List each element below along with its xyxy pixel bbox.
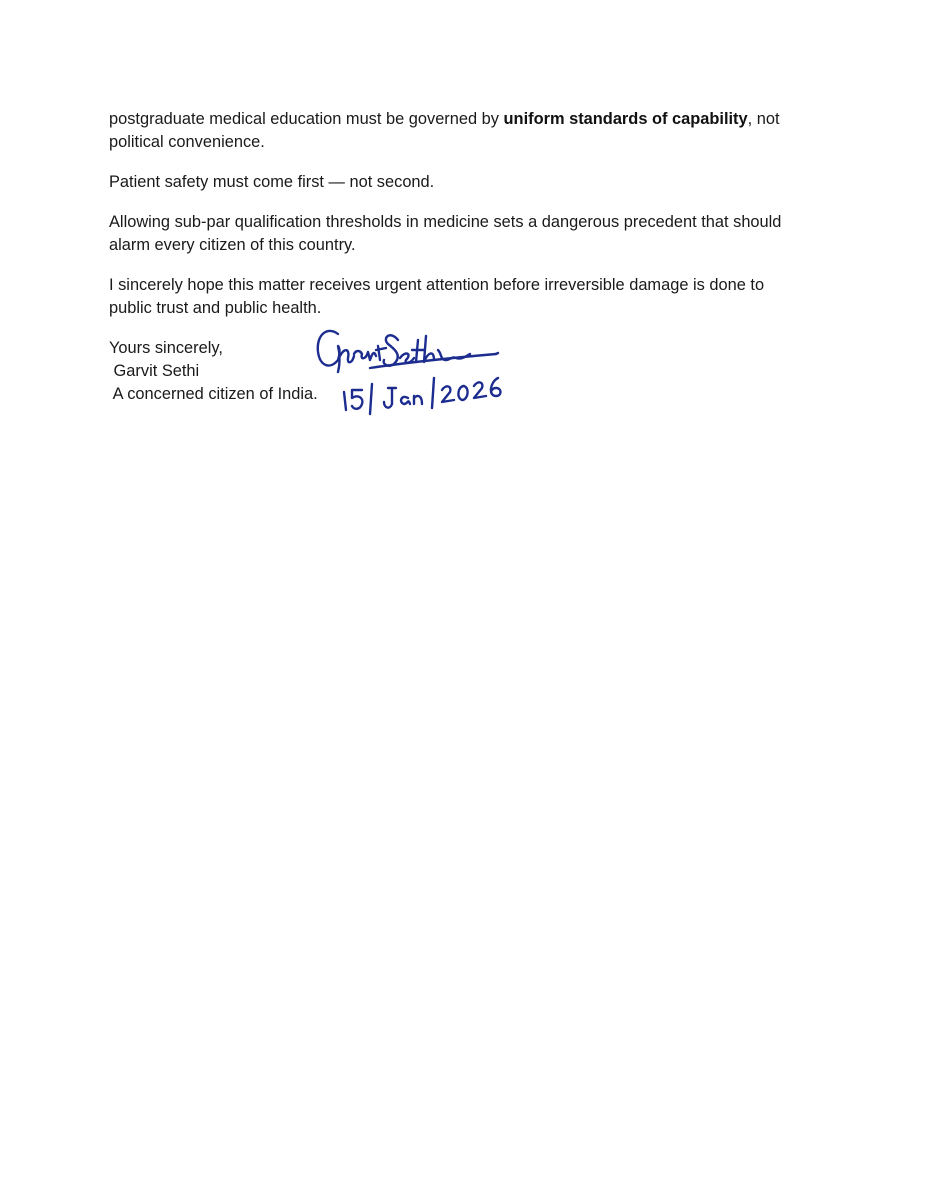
paragraph-precedent: Allowing sub-par qualification thresholds in medicine sets a dangerous precedent that should alarm every citizen of this country. <box>109 213 782 254</box>
paragraph-standards <box>109 108 809 154</box>
paragraph-urgent-attention: I sincerely hope this matter receives urgent attention before irreversible damage is done to public trust and public health. <box>109 276 765 317</box>
signer-name: Garvit Sethi <box>109 362 200 380</box>
signature-drawing <box>310 320 520 420</box>
paragraph-patient-safety: Patient safety must come first — not second. <box>109 173 435 191</box>
emphasis-uniform-standards: uniform standards of capability <box>503 110 748 128</box>
paragraph-standards-start: postgraduate medical education must be governed by <box>109 110 504 128</box>
closing-salutation: Yours sincerely, <box>109 339 223 357</box>
handwritten-signature <box>310 320 520 420</box>
paragraph-standards-end: , not political convenience. <box>109 110 780 151</box>
signer-title: A concerned citizen of India. <box>109 385 318 403</box>
